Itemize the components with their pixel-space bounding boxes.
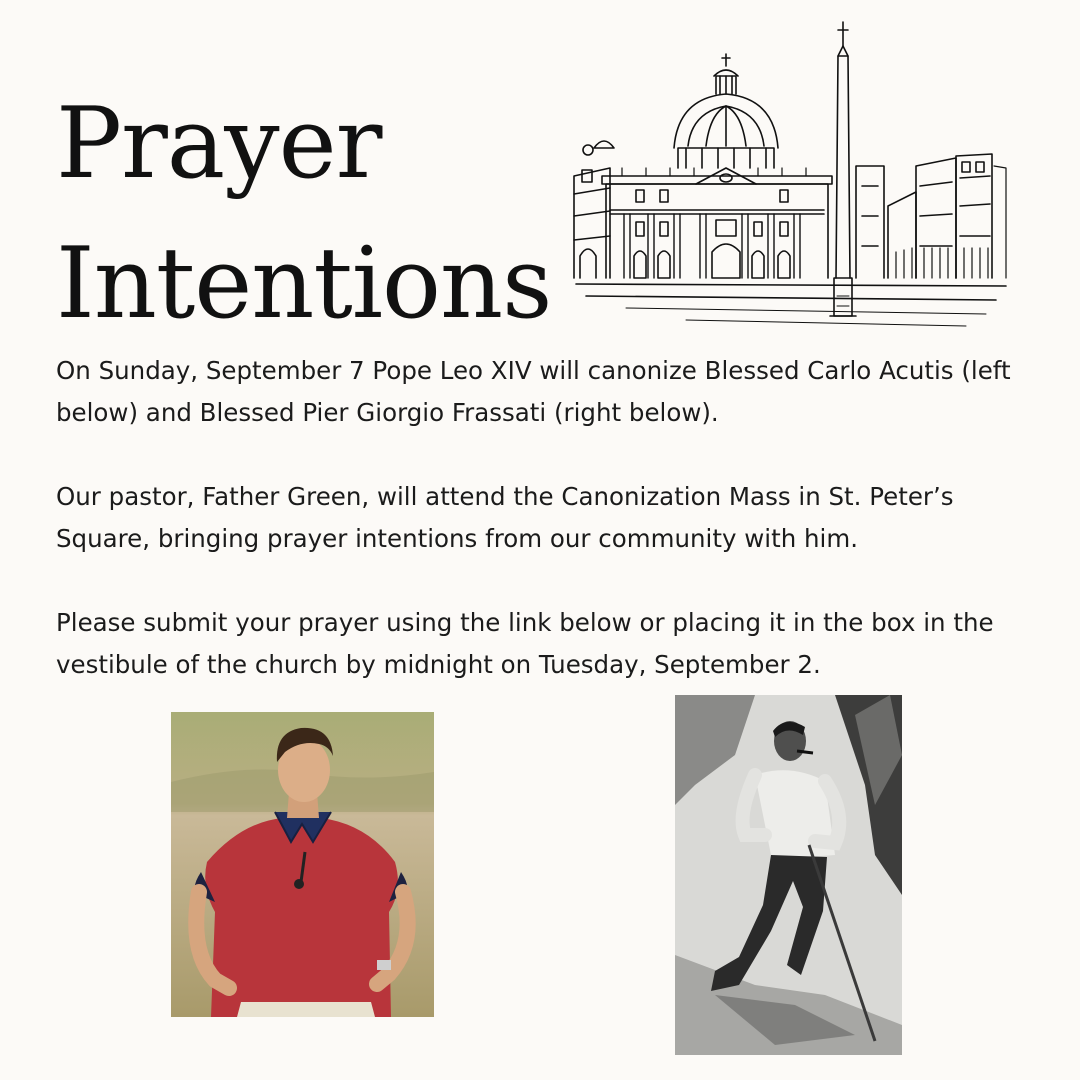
paragraph-canonization: On Sunday, September 7 Pope Leo XIV will canonize Blessed Carlo Acutis (left below) and Blessed Pier Giorgio Frassati (right below). [56,356,1011,427]
title-line-1: Prayer [56,87,382,201]
pier-giorgio-frassati-photo [675,695,902,1055]
announcement-body [56,350,1036,728]
st-peters-basilica-sketch-icon [566,16,1010,338]
carlo-acutis-photo [171,712,434,1017]
page-title [56,74,551,354]
paragraph-pastor: Our pastor, Father Green, will attend the Canonization Mass in St. Peter’s Square, bringing prayer intentions from our community with him. [56,482,954,553]
paragraph-submit-prayer: Please submit your prayer using the link below or placing it in the box in the vestibule of the church by midnight on Tuesday, September 2. [56,608,994,679]
title-line-2: Intentions [56,227,552,341]
